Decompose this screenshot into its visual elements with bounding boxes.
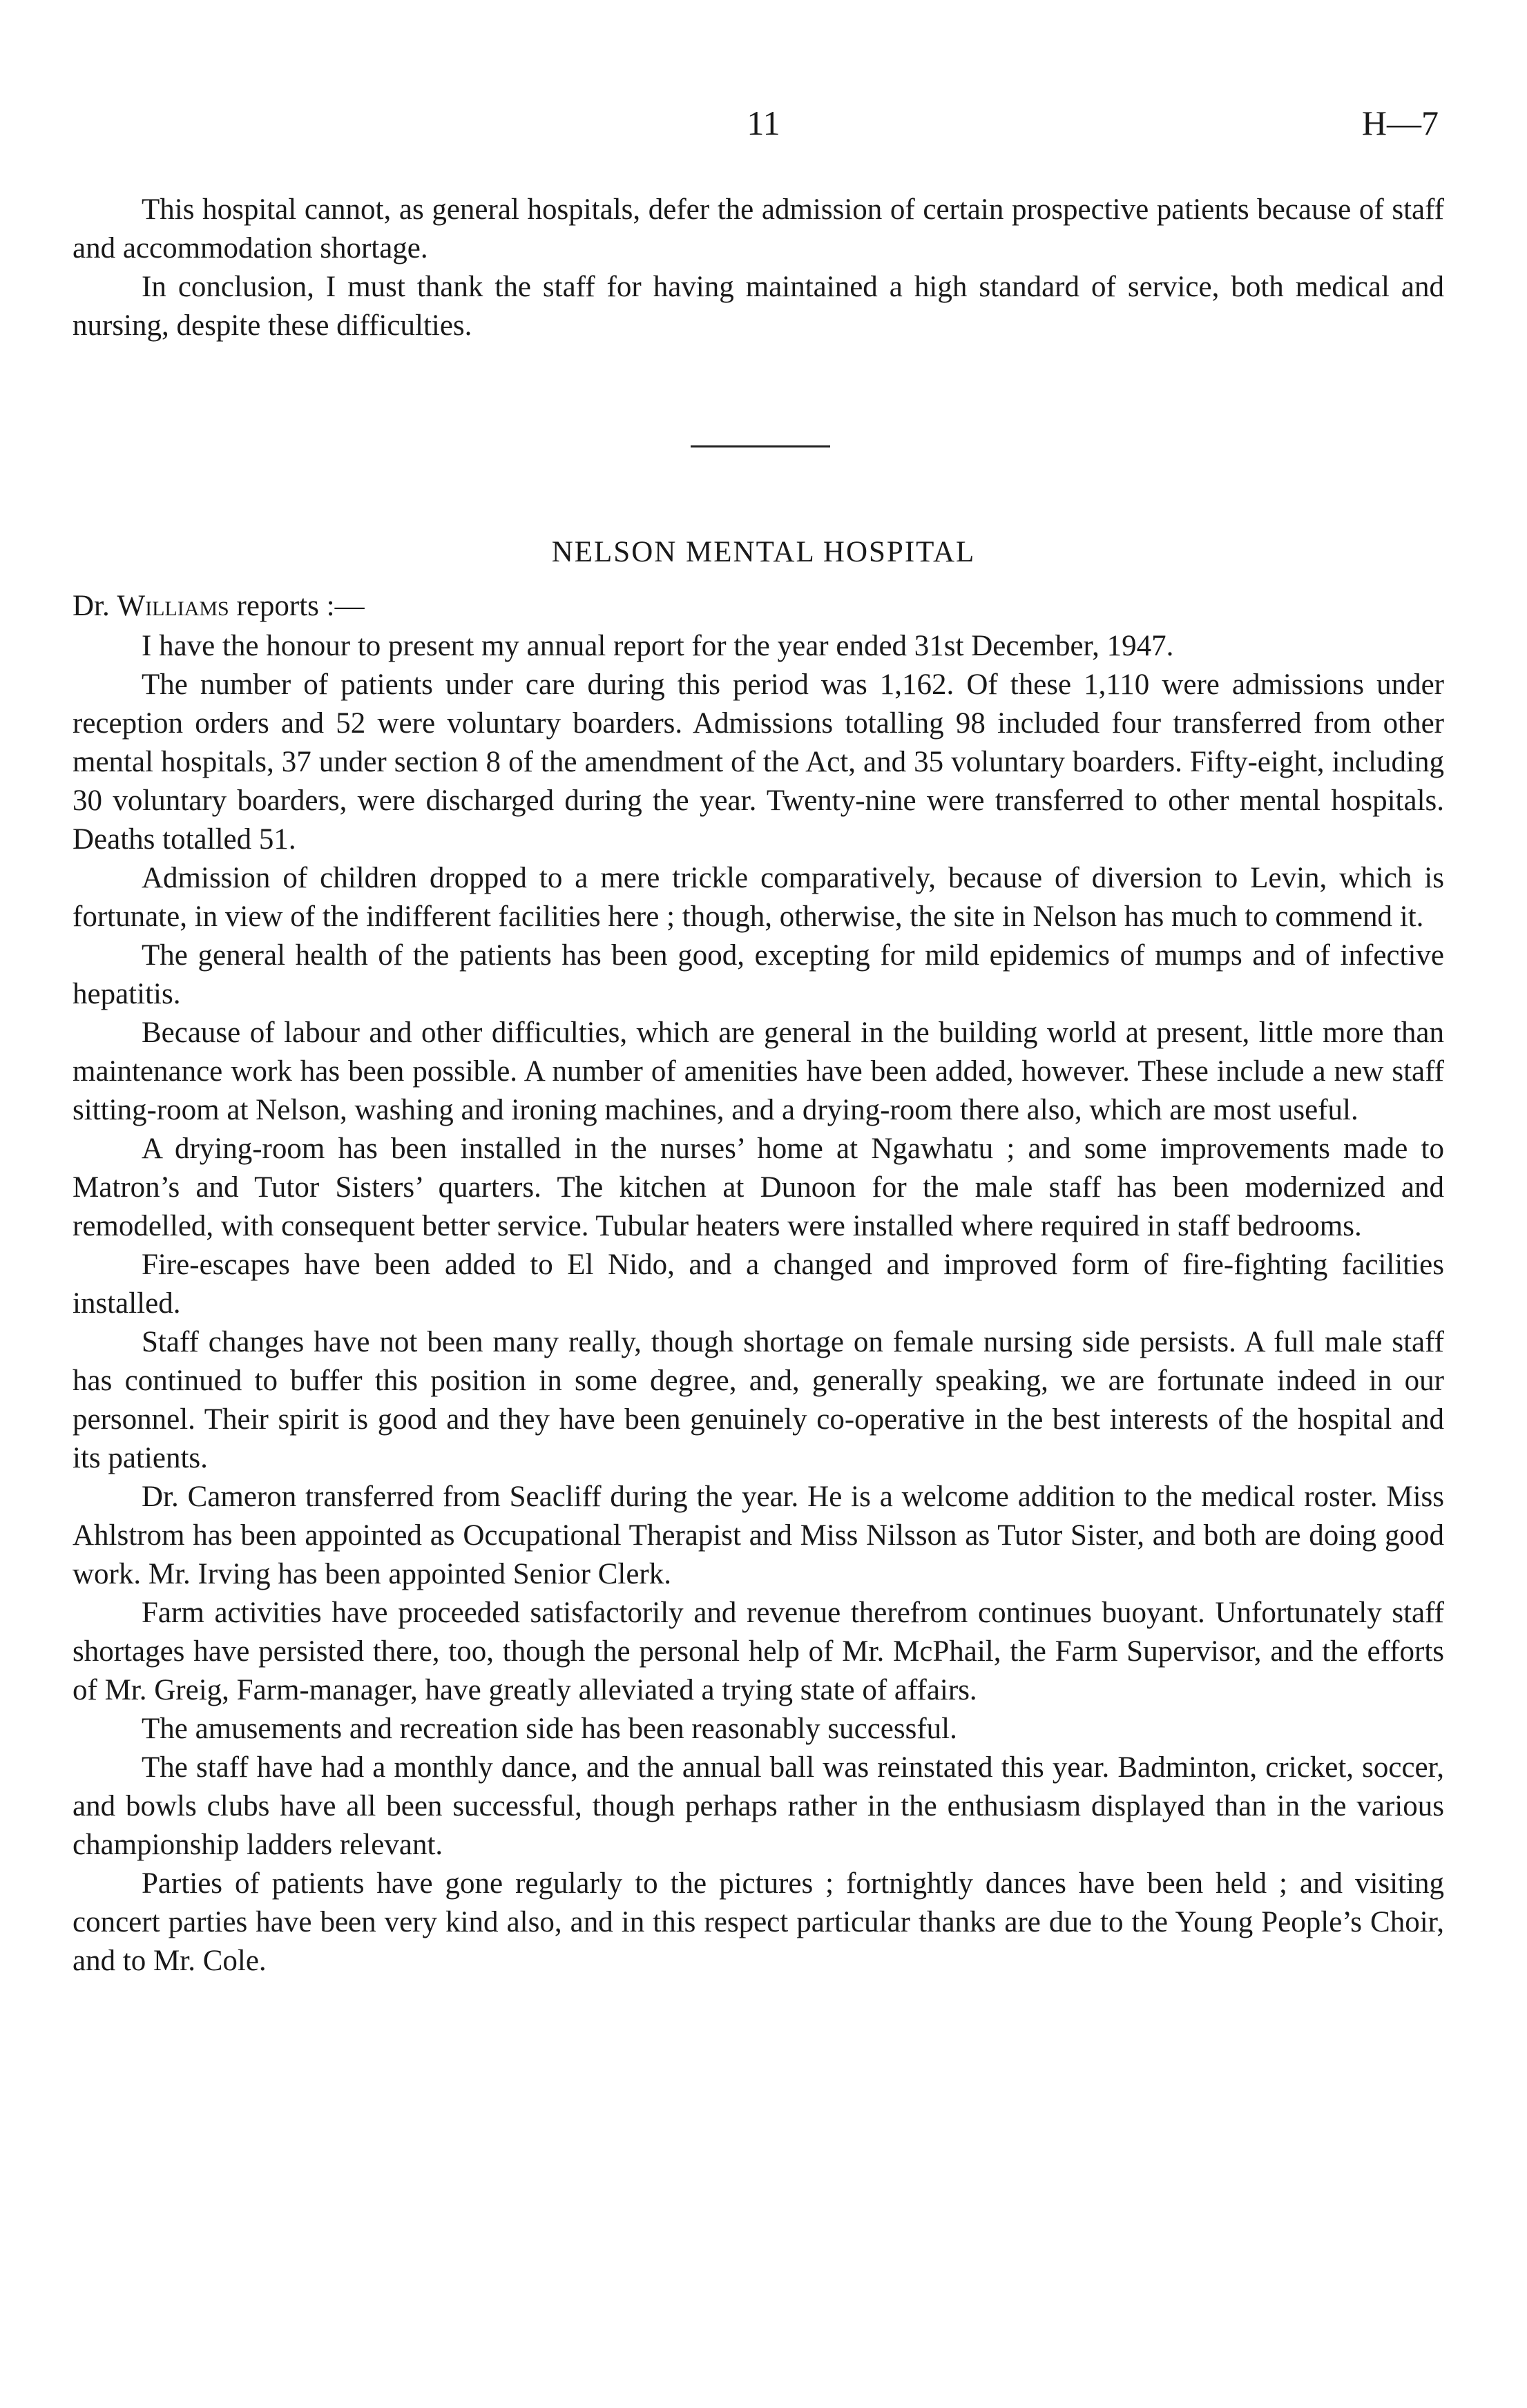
paragraph: The amusements and recreation side has been reasonably successful. xyxy=(142,1713,957,1745)
paragraph: Farm activities have proceeded satisfactorily and revenue therefrom continues buoyant. Unfortunately staff shortages have persisted there, too, though the personal help of Mr. McPhail, the Farm Supervisor, and the efforts of Mr. Greig, Farm-manager, have greatly alleviated a trying state of affairs. xyxy=(73,1597,1444,1706)
reporter-prefix: Dr. xyxy=(73,590,110,622)
paragraph: Because of labour and other difficulties, which are general in the building world at present, little more than maintenance work has been possible. A number of amenities have been added, however. These include a new staff sitting-room at Nelson, washing and ironing machines, and a drying-room there also, which are most useful. xyxy=(73,1017,1444,1126)
paragraph: This hospital cannot, as general hospitals, defer the admission of certain prospective patients because of staff and accommodation shortage. xyxy=(73,193,1444,264)
paragraph: The general health of the patients has been good, excepting for mild epidemics of mumps and of infective hepatitis. xyxy=(73,939,1444,1010)
paragraph: I have the honour to present my annual report for the year ended 31st December, 1947. xyxy=(142,630,1174,662)
reporter-suffix: reports :— xyxy=(236,590,365,622)
page-reference: H—7 xyxy=(1361,104,1439,142)
paragraph: A drying-room has been installed in the nurses’ home at Ngawhatu ; and some improvements made to Matron’s and Tutor Sisters’ quarters. The kitchen at Dunoon for the male staff has been modernized and remodelled, with consequent better service. Tubular heaters were installed where required in staff bedrooms. xyxy=(73,1133,1444,1242)
paragraph: Dr. Cameron transferred from Seacliff during the year. He is a welcome addition to the medical roster. Miss Ahlstrom has been appointed as Occupational Therapist and Miss Nilsson as Tutor Sister, and both are doing good work. Mr. Irving has been appointed Senior Clerk. xyxy=(73,1481,1444,1590)
paragraph: The number of patients under care during this period was 1,162. Of these 1,110 were admissions under reception orders and 52 were voluntary boarders. Admissions totalling 98 included four transferred from other mental hospitals, 37 under section 8 of the amendment of the Act, and 35 voluntary boarders. Fifty-eight, including 30 voluntary boarders, were discharged during the year. Twenty-nine were transferred to other mental hospitals. Deaths totalled 51. xyxy=(73,668,1444,856)
reporter-line xyxy=(73,587,365,626)
paragraph: Parties of patients have gone regularly to the pictures ; fortnightly dances have been held ; and visiting concert parties have been very kind also, and in this respect particular thanks are due to the Young People’s Choir, and to Mr. Cole. xyxy=(73,1867,1444,1977)
report-body xyxy=(73,627,1444,1981)
paragraph: Admission of children dropped to a mere trickle comparatively, because of diversion to Levin, which is fortunate, in view of the indifferent facilities here ; though, otherwise, the site in Nelson has much to commend it. xyxy=(73,862,1444,933)
reporter-name: Williams xyxy=(117,590,229,622)
section-title: NELSON MENTAL HOSPITAL xyxy=(551,536,976,568)
paragraph: Staff changes have not been many really, though shortage on female nursing side persists. A full male staff has continued to buffer this position in some degree, and, generally speaking, we are fortunate indeed in our personnel. Their spirit is good and they have been genuinely co-operative in the best interests of the hospital and its patients. xyxy=(73,1326,1444,1474)
paragraph: In conclusion, I must thank the staff for having maintained a high standard of service, both medical and nursing, despite these difficulties. xyxy=(73,271,1444,342)
page-number: 11 xyxy=(747,104,780,142)
paragraph: The staff have had a monthly dance, and the annual ball was reinstated this year. Badminton, cricket, soccer, and bowls clubs have all been successful, though perhaps rather in the enthusiasm displayed than in the various championship ladders relevant. xyxy=(73,1751,1444,1861)
paragraph: Fire-escapes have been added to El Nido, and a changed and improved form of fire-fighting facilities installed. xyxy=(73,1249,1444,1320)
intro-text xyxy=(73,191,1444,345)
section-divider xyxy=(691,445,830,447)
